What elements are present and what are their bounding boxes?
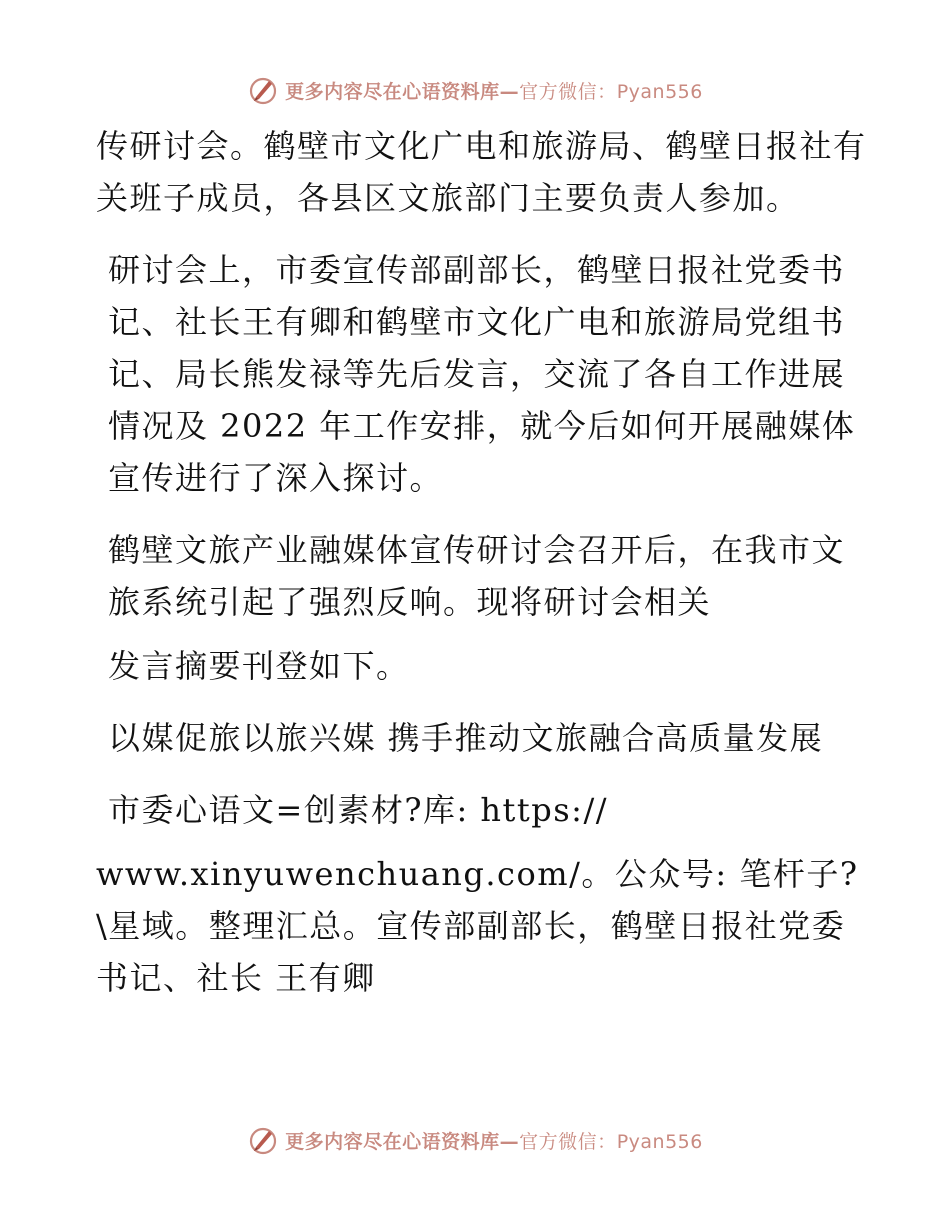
paragraph-2: 研讨会上，市委宣传部副部长，鹤壁日报社党委书记、社长王有卿和鹤壁市文化广电和旅游局党组书记、局长熊发禄等先后发言，交流了各自工作进展情况及 2022 年工作安排，就今后如何开展融媒体宣传进行了深入探讨。	[108, 251, 856, 497]
banner-text	[285, 77, 703, 104]
quill-pen-seal-icon	[247, 1124, 279, 1156]
quill-pen-seal-icon	[247, 74, 279, 106]
banner-brand-text: 更多内容尽在心语资料库—	[285, 1130, 520, 1153]
banner-text	[285, 1127, 703, 1154]
banner-wechat-id: Pyan556	[616, 1130, 703, 1153]
paragraph-1: 传研讨会。鹤壁市文化广电和旅游局、鹤壁日报社有关班子成员，各县区文旅部门主要负责人参加。	[96, 127, 867, 217]
document-body	[96, 120, 876, 1024]
header-watermark-banner	[0, 70, 950, 110]
paragraph-4: 发言摘要刊登如下。	[108, 647, 410, 685]
banner-wechat-label: 官方微信：	[519, 80, 617, 103]
paragraph-3: 鹤壁文旅产业融媒体宣传研讨会召开后，在我市文旅系统引起了强烈反响。现将研讨会相关	[108, 531, 846, 621]
banner-wechat-label: 官方微信：	[519, 1130, 617, 1153]
paragraph-5: 市委心语文=创素材?库: https://	[108, 791, 609, 829]
banner-wechat-id: Pyan556	[616, 80, 703, 103]
section-heading: 以媒促旅以旅兴媒 携手推动文旅融合高质量发展	[108, 719, 824, 757]
banner-brand-text: 更多内容尽在心语资料库—	[285, 80, 520, 103]
footer-watermark-banner	[0, 1120, 950, 1160]
paragraph-6: www.xinyuwenchuang.com/。公众号: 笔杆子?\星域。整理汇总。宣传部副部长，鹤壁日报社党委书记、社长 王有卿	[96, 855, 859, 997]
